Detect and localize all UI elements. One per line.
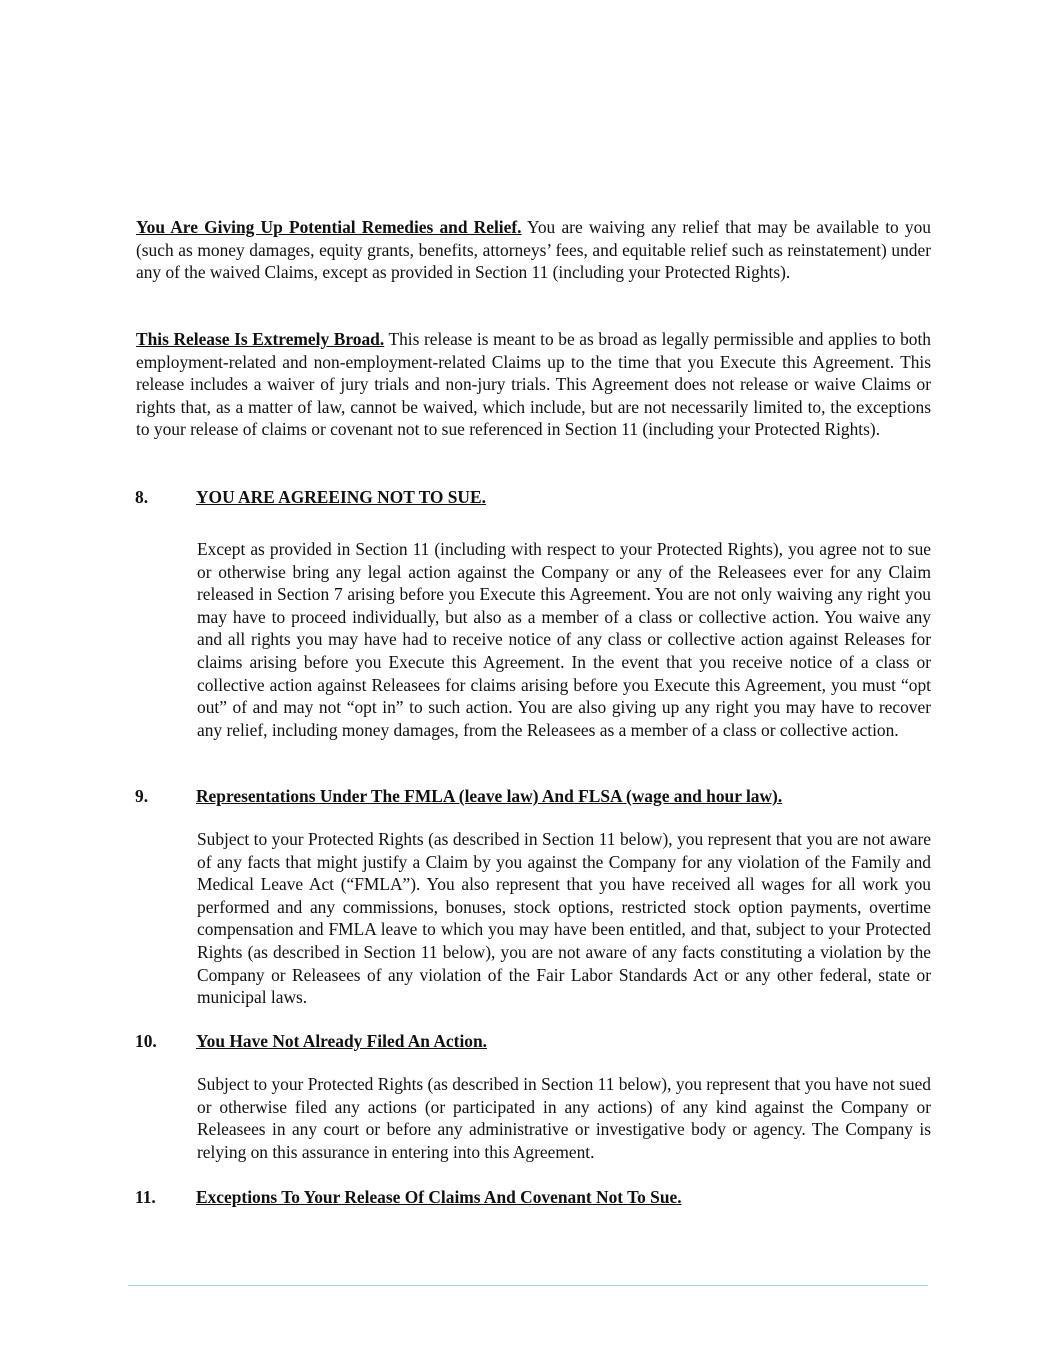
remedies-text: You are waiving any relief that may be available to you (such as money damages, equity grants, benefits, attorneys’ fees, and equitable relief such as reinstatement) under any of the waived Claims, except as provided in Section 11 (including your Protected Rights). (136, 217, 931, 283)
remedies-lead: You Are Giving Up Potential Remedies and Relief. (136, 217, 522, 237)
section-10-body: Subject to your Protected Rights (as described in Section 11 below), you represent that you have not sued or otherwise filed any actions (or participated in any actions) of any kind against the Company or Releasees in any court or before any administrative or investigative body or agency. The Company is relying on this assurance in entering into this Agreement. (197, 1074, 931, 1162)
section-number: 10. (135, 1031, 157, 1051)
section-number: 8. (135, 487, 149, 507)
broad-lead: This Release Is Extremely Broad. (136, 329, 385, 349)
broad-paragraph (136, 328, 931, 441)
section-number: 11. (135, 1187, 156, 1207)
remedies-paragraph (136, 216, 931, 284)
section-title: YOU ARE AGREEING NOT TO SUE. (196, 487, 486, 507)
section-title: Exceptions To Your Release Of Claims And Covenant Not To Sue. (196, 1187, 682, 1207)
section-9-body: Subject to your Protected Rights (as described in Section 11 below), you represent that you are not aware of any facts that might justify a Claim by you against the Company for any violation of the Family and Medical Leave Act (“FMLA”). You also represent that you have received all wages for all work you performed and any commissions, bonuses, stock options, restricted stock option payments, overtime compensation and FMLA leave to which you may have been entitled, and that, subject to your Protected Rights (as described in Section 11 below), you are not aware of any facts constituting a violation by the Company or Releasees of any violation of the Fair Labor Standards Act or any other federal, state or municipal laws. (197, 829, 931, 1008)
section-8-body: Except as provided in Section 11 (including with respect to your Protected Rights), you agree not to sue or otherwise bring any legal action against the Company or any of the Releasees ever for any Claim released in Section 7 arising before you Execute this Agreement. You are not only waiving any right you may have to proceed individually, but also as a member of a class or collective action. You waive any and all rights you may have had to receive notice of any class or collective action against Releases for claims arising before you Execute this Agreement. In the event that you receive notice of a class or collective action against Releasees for claims arising before you Execute this Agreement, you must “opt out” of and may not “opt in” to such action. You are also giving up any right you may have to recover any relief, including money damages, from the Releasees as a member of a class or collective action. (197, 539, 931, 740)
section-number: 9. (135, 786, 149, 806)
footer-rule (128, 1285, 928, 1286)
section-title: You Have Not Already Filed An Action. (196, 1031, 487, 1051)
broad-text: This release is meant to be as broad as legally permissible and applies to both employment-related and non-employment-related Claims up to the time that you Execute this Agreement. This release includes a waiver of jury trials and non-jury trials. This Agreement does not release or waive Claims or rights that, as a matter of law, cannot be waived, which include, but are not necessarily limited to, the exceptions to your release of claims or covenant not to sue referenced in Section 11 (including your Protected Rights). (136, 329, 931, 440)
section-title: Representations Under The FMLA (leave law) And FLSA (wage and hour law). (196, 786, 783, 806)
